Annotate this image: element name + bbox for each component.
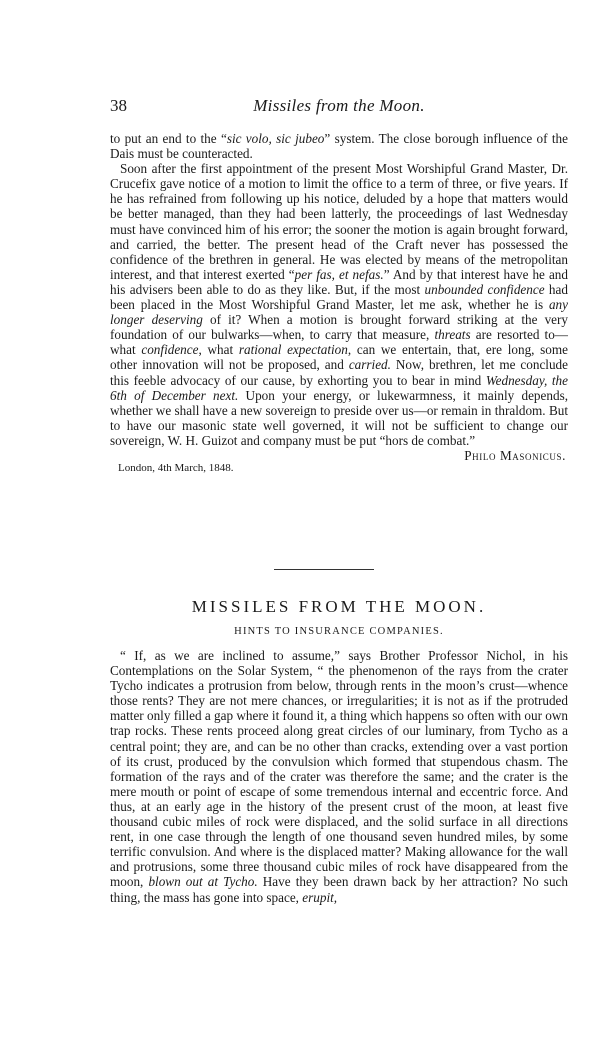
letter-section [110,131,568,476]
article-title: MISSILES FROM THE MOON. [191,597,487,616]
running-head: Missiles from the Moon. [253,96,425,115]
page-number: 38 [110,96,127,115]
letter-paragraph-1: to put an end to the “sic volo, sic jubeo” system. The close borough influence of the Dais must be counteracted. [110,131,568,162]
article-paragraph-1: “ If, as we are inclined to assume,” says Brother Professor Nichol, in his Contemplations on the Solar System, “ the phenomenon of the rays from the crater Tycho indicates a protrusion from below, through rents in the moon’s crust—whence those rents? They are not mere chances, or irregularities; it is not as if the protruded matter only filled a gap where it found it, a thing which happens so often with our own trap rocks. These rents proceed along great circles of our luminary, from Tycho as a central point; they are, and can be no other than cracks, extending over a vast portion of its crust, produced by the convulsion which formed that stupendous chasm. The formation of the rays and of the crater was therefore the same; and the crater is the mere mouth or point of escape of some tremendous internal and eccentric force. And thus, at an early age in the history of the present crust of the moon, at least five thousand cubic miles of rock were displaced, and the solid surface in all directions rent, in one case through the length of one thousand seven hundred miles, by some terrific convulsion. And where is the displaced matter? Making allowance for the wall and protrusions, some three thousand cubic miles of rock have disappeared from the moon, blown out at Tycho. Have they been drawn back by her attraction? No such thing, the mass has gone into space, erupit, [110,648,568,905]
article-body [110,648,568,905]
letter-dateline: London, 4th March, 1848. [118,462,234,475]
section-divider [274,569,374,570]
page-header [110,96,568,116]
letter-paragraph-2: Soon after the first appointment of the present Most Worshipful Grand Master, Dr. Crucefix gave notice of a motion to limit the office to a term of three, or five years. If he has refrained from following up his notice, deluded by a hope that matters would be better managed, than they had been latterly, the proceedings of last Wednesday must have convinced him of his error; the sooner the motion is again brought forward, and carried, the better. The present head of the Craft never has possessed the confidence of the brethren in general. He was elected by means of the metropolitan interest, and that interest exerted “per fas, et nefas.” And by that interest have he and his advisers been able to do as they like. But, if the most unbounded confidence had been placed in the Most Worshipful Grand Master, let me ask, whether he is any longer deserving of it? When a motion is brought forward striking at the very foundation of our bulwarks—when, to carry that measure, threats are resorted to—what confidence, what rational expectation, can we entertain, that, ere long, some other innovation will not be proposed, and carried. Now, brethren, let me conclude this feeble advocacy of our cause, by exhorting you to bear in mind Wednesday, the 6th of December next. Upon your energy, or lukewarmness, it mainly depends, whether we shall have a new sovereign to preside over us—or remain in thraldom. But to have our masonic state well governed, it will not be sufficient to change our sovereign, W. H. Guizot and company must be put “hors de combat.” [110,161,569,448]
article-subtitle: HINTS TO INSURANCE COMPANIES. [234,626,444,637]
letter-signature: Philo Masonicus. [464,447,566,463]
